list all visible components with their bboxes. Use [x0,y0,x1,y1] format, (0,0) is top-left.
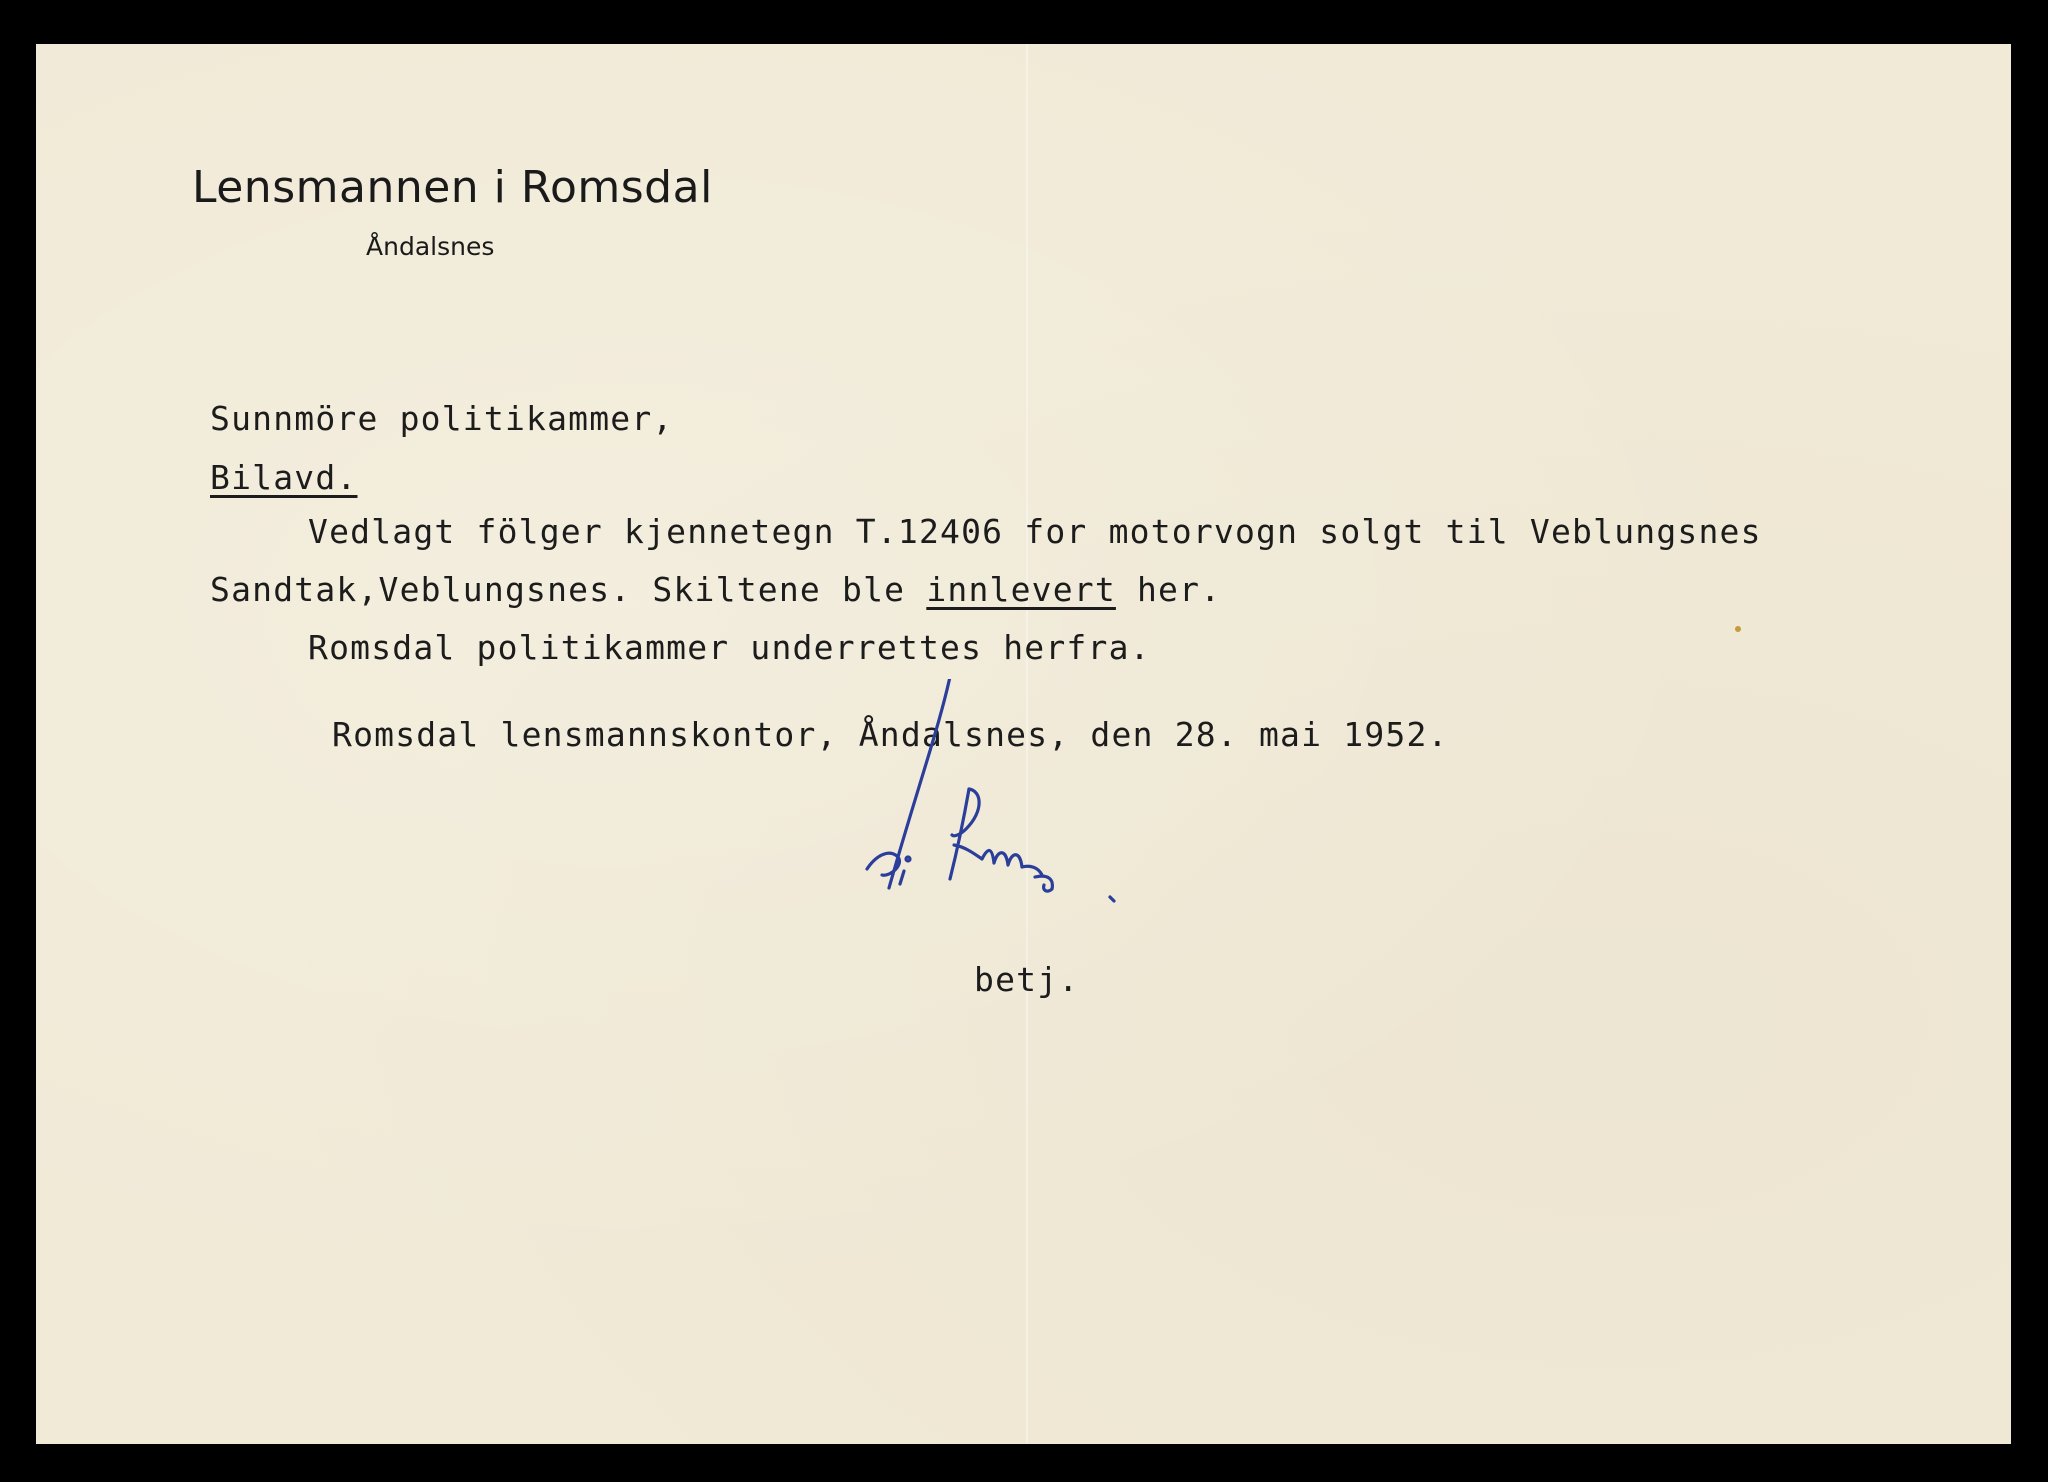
body-line-1: Vedlagt fölger kjennetegn T.12406 for motorvogn solgt til Veblungsnes [308,512,1762,551]
signatory-title: betj. [974,960,1080,999]
underlined-word: innlevert [926,570,1116,609]
recipient-line-1: Sunnmöre politikammer, [210,399,674,438]
body-line-2-start: Sandtak,Veblungsnes. Skiltene ble [210,570,927,609]
body-line-2 [210,570,1221,609]
handwritten-signature-icon [842,679,1242,979]
body-line-2-end: her. [1115,570,1222,609]
recipient-line-2: Bilavd. [210,458,358,497]
letterhead-office: Lensmannen i Romsdal [192,162,713,213]
letter-sheet [36,44,2011,1444]
body-line-3: Romsdal politikammer underrettes herfra. [308,628,1151,667]
dateline: Romsdal lensmannskontor, Åndalsnes, den 28. mai 1952. [332,715,1449,754]
ink-speck [1735,626,1741,632]
letterhead-place: Åndalsnes [366,232,495,261]
